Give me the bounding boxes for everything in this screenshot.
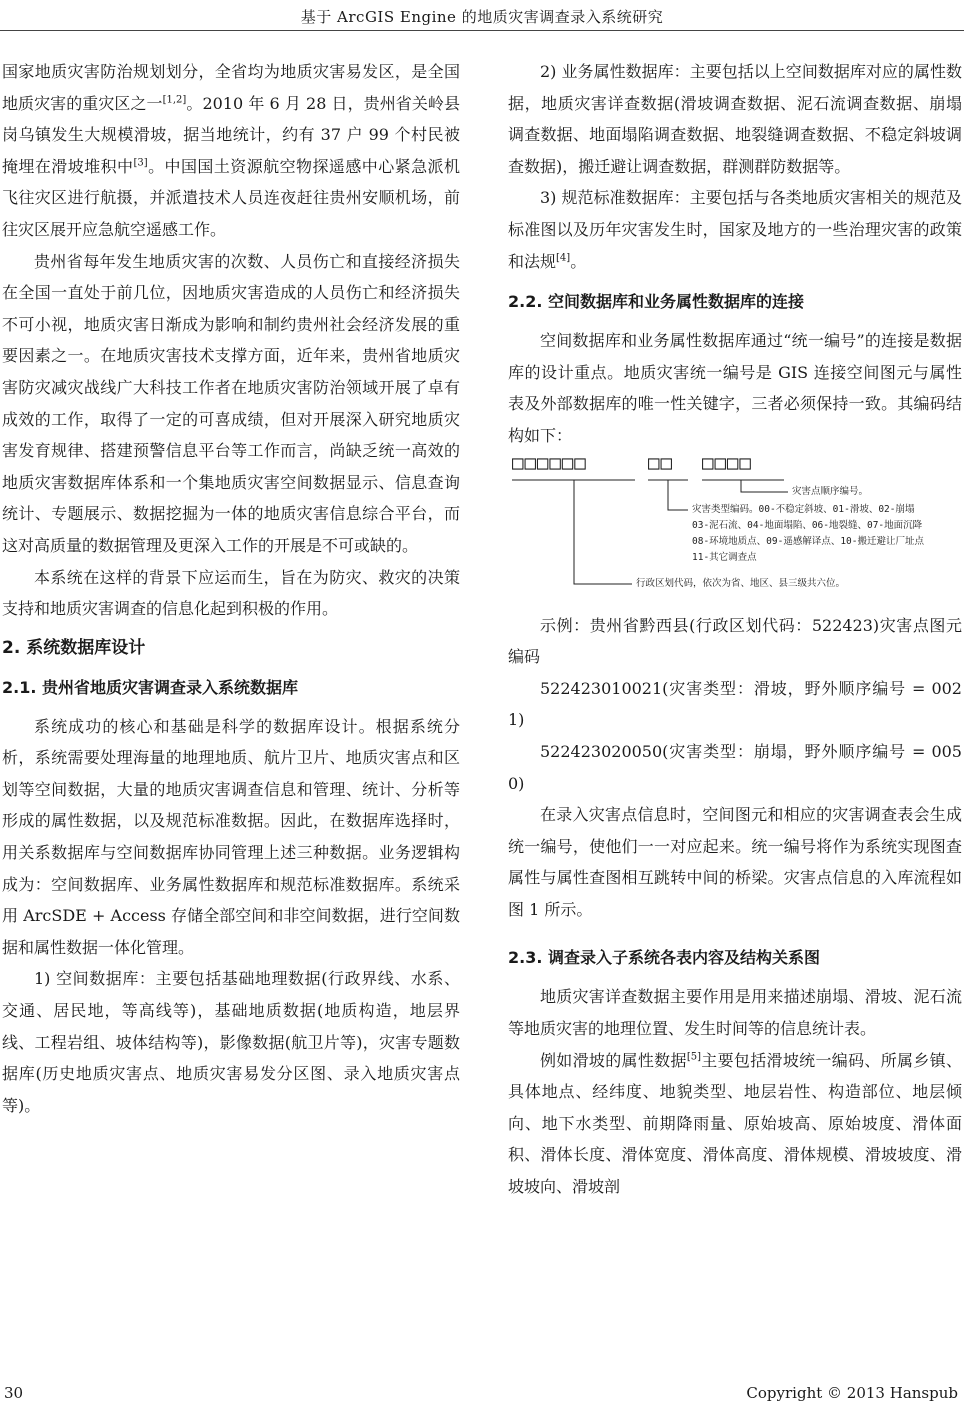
paragraph-guizhou-disasters: 贵州省每年发生地质灾害的次数、人员伤亡和直接经济损失在全国一直处于前几位，因地质灾害造成的人员伤亡和经济损失不可小视，地质灾害日渐成为影响和制约贵州社会经济发展的重要因素之一。在地质灾害技术支撑方面，近年来，贵州省地质灾害防灾减灾战线广大科技工作者在地质灾害防治领域开展了卓有成效的工作，取得了一定的可喜成绩，但对开展深入研究地质灾害发育规律、搭建预警信息平台等工作而言，尚缺乏统一高效的地质灾害数据库体系和一个集地质灾害空间数据显示、信息查询统计、专题展示、数据挖掘为一体的地质灾害信息综合平台，而这对高质量的数据管理及更深入工作的开展是不可或缺的。 [2, 251, 460, 555]
code-group-region: □□□□□□ [512, 451, 587, 474]
paragraph-example-landslide: 522423010021(灾害类型：滑坡，野外顺序编号 = 0021) [508, 678, 962, 730]
citation-ref: [1,2] [162, 94, 187, 106]
connector-sequence [741, 480, 788, 492]
text-run: 例如滑坡的属性数据 [540, 1050, 687, 1070]
header-rule [0, 30, 964, 31]
paragraph-survey-data: 地质灾害详查数据主要作用是用来描述崩塌、滑坡、泥石流等地质灾害的地理位置、发生时间等的信息统计表。 [508, 987, 962, 1039]
section-heading-2-1: 2.1. 贵州省地质灾害调查录入系统数据库 [2, 677, 298, 697]
section-heading-2: 2. 系统数据库设计 [2, 637, 146, 658]
paragraph-landslide-attributes [508, 1045, 962, 1203]
right-column [508, 56, 962, 1203]
citation-ref: [5] [686, 1051, 701, 1063]
paragraph-entry-process: 在录入灾害点信息时，空间图元和相应的灾害调查表会生成统一编号，使他们一一对应起来。统一编号将作为系统实现图查属性与属性查图相互跳转中间的桥梁。灾害点信息的入库流程如图 1 所示。 [508, 805, 962, 919]
label-type-line-3: 08-环境地质点、09-遥感解译点、10-搬迁避让厂址点 [692, 535, 924, 547]
label-type-line-2: 03-泥石流、04-地面塌陷、06-地裂缝、07-地面沉降 [692, 519, 923, 531]
left-column [2, 56, 460, 1121]
text-run: 。2010 年 6 月 28 日，贵州省关岭县岗乌镇发生大规模滑坡，据当地统计，约有 37 户 99 个村民被掩埋在滑坡堆积中 [2, 93, 460, 176]
code-group-type: □□ [648, 451, 673, 474]
paragraph-example-collapse: 522423020050(灾害类型：崩塌，野外顺序编号 = 0050) [508, 741, 962, 793]
connector-type [668, 480, 688, 510]
paragraph-system-purpose: 本系统在这样的背景下应运而生，旨在为防灾、救灾的决策支持和地质灾害调查的信息化起到积极的作用。 [2, 567, 460, 619]
text-run: 主要包括滑坡统一编码、所属乡镇、具体地点、经纬度、地貌类型、地层岩性、构造部位、地层倾向、地下水类型、前期降雨量、原始坡高、原始坡度、滑体面积、滑体长度、滑体宽度、滑体高度、滑体规模、滑坡坡度、滑坡坡向、滑坡剖 [508, 1050, 962, 1197]
paragraph-attribute-database: 2) 业务属性数据库：主要包括以上空间数据库对应的属性数据，地质灾害详查数据(滑坡调查数据、泥石流调查数据、崩塌调查数据、地面塌陷调查数据、地裂缝调查数据、不稳定斜坡调查数据)，搬迁避让调查数据，群测群防数据等。 [508, 62, 962, 176]
label-sequence-number: 灾害点顺序编号。 [792, 485, 869, 497]
paragraph-database-design: 系统成功的核心和基础是科学的数据库设计。根据系统分析，系统需要处理海量的地理地质、航片卫片、地质灾害点和区划等空间数据，大量的地质灾害调查信息和管理、统计、分析等形成的属性数据，以及规范标准数据。因此，在数据库选择时，用关系数据库与空间数据库协同管理上述三种数据。业务逻辑构成为：空间数据库、业务属性数据库和规范标准数据库。系统采用 ArcSDE + Access 存储全部空间和非空间数据，进行空间数据和属性数据一体化管理。 [2, 716, 460, 957]
text-run: 。 [570, 251, 587, 271]
citation-ref: [3] [133, 157, 148, 169]
code-group-sequence: □□□□ [702, 451, 752, 474]
text-run: 3) 规范标准数据库：主要包括与各类地质灾害相关的规范及标准图以及历年灾害发生时，国家及地方的一些治理灾害的政策和法规 [508, 188, 962, 271]
running-header: 基于 ArcGIS Engine 的地质灾害调查录入系统研究 [300, 8, 664, 26]
connector-region [574, 480, 632, 584]
paragraph-standard-database [508, 182, 962, 277]
citation-ref: [4] [556, 252, 571, 264]
label-type-line-4: 11-其它调查点 [692, 551, 757, 563]
page-number: 30 [4, 1384, 24, 1402]
code-structure-diagram [508, 451, 962, 602]
text-run: 国家地质灾害防治规划划分，全省均为地质灾害易发区，是全国地质灾害的重灾区之一 [2, 62, 460, 113]
section-heading-2-3: 2.3. 调查录入子系统各表内容及结构关系图 [508, 948, 820, 968]
paragraph-spatial-database: 1) 空间数据库：主要包括基础地理数据(行政界线、水系、交通、居民地，等高线等)，基础地质数据(地质构造，地层界线、工程岩组、坡体结构等)，影像数据(航卫片等)，灾害专题数据库(历史地质灾害点、地质灾害易发分区图、录入地质灾害点等)。 [2, 969, 460, 1115]
copyright-notice: Copyright © 2013 Hanspub [746, 1384, 958, 1402]
text-run: 。中国国土资源航空物探遥感中心紧急派机飞往灾区进行航摄，并派遣技术人员连夜赶往贵州安顺机场，前往灾区展开应急航空遥感工作。 [2, 156, 460, 239]
label-type-line-1: 灾害类型编码。00-不稳定斜坡、01-滑坡、02-崩塌 [692, 503, 915, 515]
section-heading-2-2: 2.2. 空间数据库和业务属性数据库的连接 [508, 292, 804, 312]
label-region-code: 行政区划代码，依次为省、地区、县三级共六位。 [636, 577, 846, 589]
paragraph-intro-continued [2, 56, 460, 246]
paragraph-example: 示例：贵州省黔西县(行政区划代码：522423)灾害点图元编码 [508, 615, 962, 667]
paragraph-unified-code: 空间数据库和业务属性数据库通过“统一编号”的连接是数据库的设计重点。地质灾害统一编号是 GIS 连接空间图元与属性表及外部数据库的唯一性关键字，三者必须保持一致。其编码结构如下： [508, 331, 962, 445]
